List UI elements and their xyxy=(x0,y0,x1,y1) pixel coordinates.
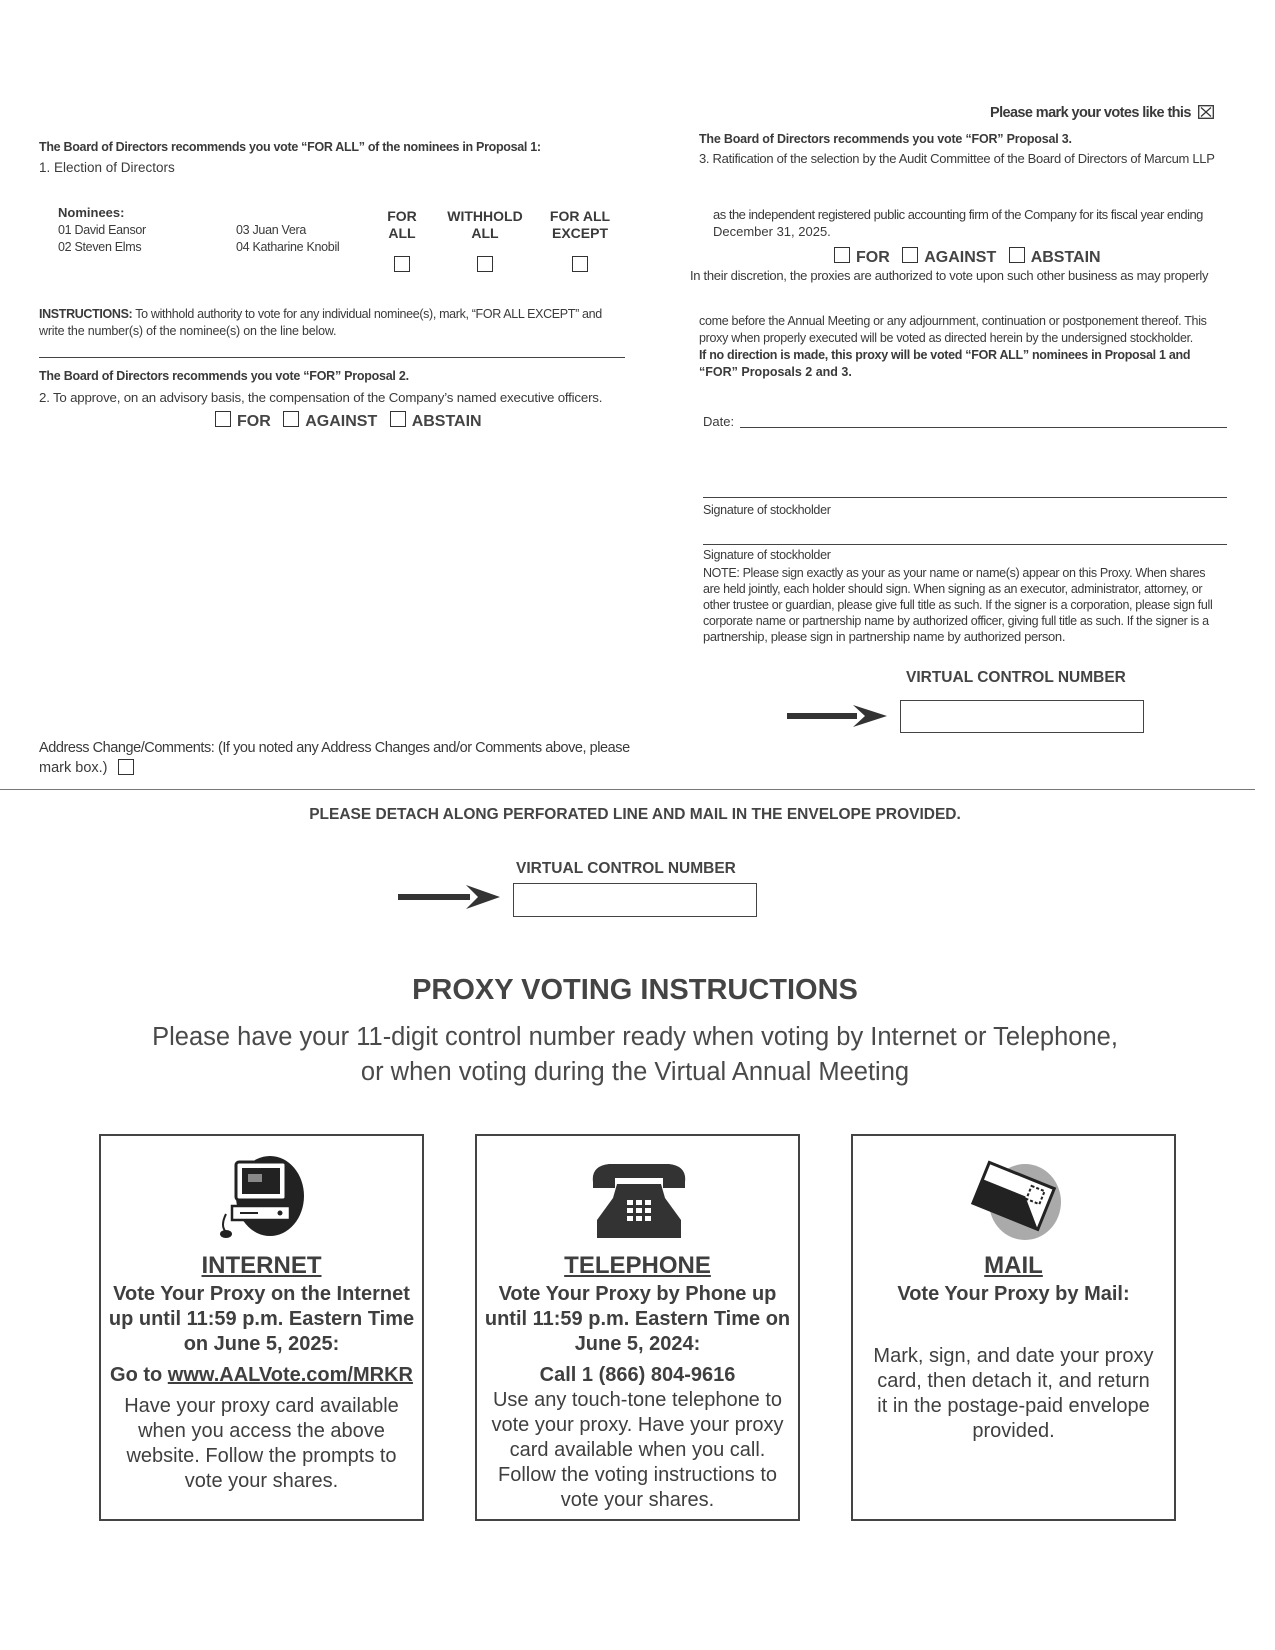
discretion-line3: proxy when properly executed will be voted as directed herein by the undersigned stockholder. xyxy=(699,331,1193,345)
internet-goto xyxy=(101,1363,422,1388)
instructions-line1: To withhold authority to vote for any individual nominee(s), mark, “FOR ALL EXCEPT” and xyxy=(135,307,602,321)
telephone-body-3: card available when you call. xyxy=(509,1439,766,1461)
internet-title: INTERNET xyxy=(201,1252,322,1279)
perforation-line xyxy=(0,789,1255,790)
mail-envelope-icon xyxy=(963,1160,1067,1242)
internet-sub-2: up until 11:59 p.m. Eastern Time xyxy=(108,1308,415,1330)
col-withhold-all-line1: WITHHOLD xyxy=(447,208,523,224)
internet-body-4: vote your shares. xyxy=(184,1470,339,1492)
signature-line-1[interactable] xyxy=(703,497,1227,498)
instructions-title: PROXY VOTING INSTRUCTIONS xyxy=(412,974,858,1006)
telephone-icon xyxy=(589,1158,689,1242)
proposal3-line2: as the independent registered public accounting firm of the Company for its fiscal year ending xyxy=(713,207,1203,222)
date-line[interactable] xyxy=(740,427,1227,428)
date-label: Date: xyxy=(703,414,735,429)
proposal2-for-label: FOR xyxy=(237,413,271,430)
nominee-03: 03 Juan Vera xyxy=(236,223,307,237)
discretion-line1: In their discretion, the proxies are authorized to vote upon such other business as may properly xyxy=(690,268,1209,283)
telephone-sub-2: until 11:59 p.m. Eastern Time on xyxy=(484,1308,791,1330)
for-all-except-checkbox[interactable] xyxy=(572,256,588,272)
mark-votes-legend xyxy=(990,105,1214,121)
internet-box xyxy=(99,1134,424,1521)
control-number-box-top[interactable] xyxy=(900,700,1144,733)
col-withhold-all-line2: ALL xyxy=(471,225,499,241)
instructions-sub1: Please have your 11-digit control number ready when voting by Internet or Telephone, xyxy=(152,1023,1118,1051)
note-line: other trustee or guardian, please give full title as such. If the signer is a corporation, please sign full xyxy=(703,598,1213,612)
internet-url-link[interactable]: www.AALVote.com/MRKR xyxy=(167,1364,413,1386)
instructions-line2: write the number(s) of the nominee(s) on the line below. xyxy=(39,324,337,338)
mail-box xyxy=(851,1134,1176,1521)
col-for-all-except-line1: FOR ALL xyxy=(549,208,611,224)
col-for-all-line2: ALL xyxy=(388,225,416,241)
mail-body-1: Mark, sign, and date your proxy xyxy=(873,1345,1154,1367)
note-line: are held jointly, each holder should sign. When signing as an executor, administrator, attorney, or xyxy=(703,582,1203,596)
address-change-line2 xyxy=(39,759,134,778)
control-number-box-bottom[interactable] xyxy=(513,883,757,917)
note-line: NOTE: Please sign exactly as your as your name or name(s) appear on this Proxy. When shares xyxy=(703,566,1206,580)
proposal1-heading: The Board of Directors recommends you vote “FOR ALL” of the nominees in Proposal 1: xyxy=(39,140,541,154)
signature-label-1: Signature of stockholder xyxy=(703,503,831,517)
control-label-bottom: VIRTUAL CONTROL NUMBER xyxy=(516,860,736,877)
proposal3-against-checkbox[interactable] xyxy=(902,247,918,263)
proposal2-text: 2. To approve, on an advisory basis, the compensation of the Company’s named executive officers. xyxy=(39,390,603,405)
proposal1-instructions xyxy=(39,306,602,322)
signature-note xyxy=(703,565,1212,645)
proposal2-abstain-label: ABSTAIN xyxy=(411,413,482,430)
telephone-body-5: vote your shares. xyxy=(560,1489,715,1511)
mark-votes-label: Please mark your votes like this xyxy=(990,105,1191,121)
mail-title: MAIL xyxy=(984,1252,1043,1279)
internet-body-1: Have your proxy card available xyxy=(124,1395,399,1417)
col-for-all xyxy=(370,208,434,242)
discretion-bold1: If no direction is made, this proxy will be voted “FOR ALL” nominees in Proposal 1 and xyxy=(699,348,1191,362)
proposal2-heading: The Board of Directors recommends you vote “FOR” Proposal 2. xyxy=(39,369,409,383)
proposal2-abstain-checkbox[interactable] xyxy=(390,411,406,427)
x-checkbox-sample-icon xyxy=(1198,105,1214,119)
col-for-all-line1: FOR xyxy=(387,208,417,224)
proposal3-line1: 3. Ratification of the selection by the Audit Committee of the Board of Directors of Marcum LLP xyxy=(699,151,1215,166)
proposal1-title: 1. Election of Directors xyxy=(39,160,175,175)
telephone-sub-3: June 5, 2024: xyxy=(574,1333,701,1355)
discretion-bold2: “FOR” Proposals 2 and 3. xyxy=(699,365,852,379)
discretion-line2: come before the Annual Meeting or any adjournment, continuation or postponement thereof. This xyxy=(699,314,1207,328)
instructions-label: INSTRUCTIONS: xyxy=(39,307,133,321)
address-change-label: mark box.) xyxy=(39,760,108,776)
col-for-all-except xyxy=(540,208,620,242)
nominee-01: 01 David Eansor xyxy=(58,223,146,237)
address-change-checkbox[interactable] xyxy=(118,759,134,775)
proposal3-heading: The Board of Directors recommends you vote “FOR” Proposal 3. xyxy=(699,132,1072,146)
telephone-body-1: Use any touch-tone telephone to xyxy=(492,1389,783,1411)
note-line: corporate name or partnership name by authorized officer, giving full title as such. If the signer is a xyxy=(703,614,1209,628)
proposal2-against-checkbox[interactable] xyxy=(283,411,299,427)
col-withhold-all xyxy=(440,208,530,242)
internet-body-2: when you access the above xyxy=(138,1420,385,1442)
proposal3-abstain-checkbox[interactable] xyxy=(1009,247,1025,263)
internet-body-3: website. Follow the prompts to xyxy=(126,1445,397,1467)
proposal3-for-label: FOR xyxy=(856,249,890,266)
address-change-line1: Address Change/Comments: (If you noted any Address Changes and/or Comments above, please xyxy=(39,740,630,756)
telephone-call: Call 1 (866) 804-9616 xyxy=(539,1364,736,1386)
withhold-all-checkbox[interactable] xyxy=(477,256,493,272)
proposal3-for-checkbox[interactable] xyxy=(834,247,850,263)
instructions-sub2: or when voting during the Virtual Annual Meeting xyxy=(360,1058,910,1086)
proposal3-abstain-label: ABSTAIN xyxy=(1030,249,1101,266)
proposal2-vote-options xyxy=(215,411,490,431)
telephone-body-4: Follow the voting instructions to xyxy=(497,1464,778,1486)
proposal3-vote-options xyxy=(834,247,1109,267)
proposal2-for-checkbox[interactable] xyxy=(215,411,231,427)
signature-label-2: Signature of stockholder xyxy=(703,548,831,562)
mail-body-3: it in the postage-paid envelope xyxy=(877,1395,1150,1417)
internet-sub-1: Vote Your Proxy on the Internet xyxy=(113,1283,410,1305)
nominee-04: 04 Katharine Knobil xyxy=(236,240,340,254)
for-all-checkbox[interactable] xyxy=(394,256,410,272)
computer-icon xyxy=(218,1154,308,1240)
proposal3-against-label: AGAINST xyxy=(924,249,997,266)
nominee-02: 02 Steven Elms xyxy=(58,240,142,254)
internet-goto-label: Go to xyxy=(110,1364,168,1386)
mail-body-2: card, then detach it, and return xyxy=(877,1370,1150,1392)
nominees-label: Nominees: xyxy=(58,205,125,220)
nominee-writein-line[interactable] xyxy=(39,357,625,358)
mail-sub: Vote Your Proxy by Mail: xyxy=(897,1283,1130,1305)
mail-body-4: provided. xyxy=(972,1420,1055,1442)
telephone-title: TELEPHONE xyxy=(564,1252,711,1279)
arrow-right-icon xyxy=(398,884,502,910)
control-label-top: VIRTUAL CONTROL NUMBER xyxy=(906,669,1126,686)
proposal2-against-label: AGAINST xyxy=(305,413,378,430)
telephone-body-2: vote your proxy. Have your proxy xyxy=(491,1414,784,1436)
arrow-right-icon xyxy=(787,704,889,728)
proposal3-line3: December 31, 2025. xyxy=(713,224,831,239)
signature-line-2[interactable] xyxy=(703,544,1227,545)
internet-sub-3: on June 5, 2025: xyxy=(183,1333,340,1355)
telephone-sub-1: Vote Your Proxy by Phone up xyxy=(498,1283,777,1305)
telephone-box xyxy=(475,1134,800,1521)
detach-text: PLEASE DETACH ALONG PERFORATED LINE AND MAIL IN THE ENVELOPE PROVIDED. xyxy=(309,806,961,823)
note-line: partnership, please sign in partnership name by authorized person. xyxy=(703,629,1066,644)
col-for-all-except-line2: EXCEPT xyxy=(551,225,608,241)
